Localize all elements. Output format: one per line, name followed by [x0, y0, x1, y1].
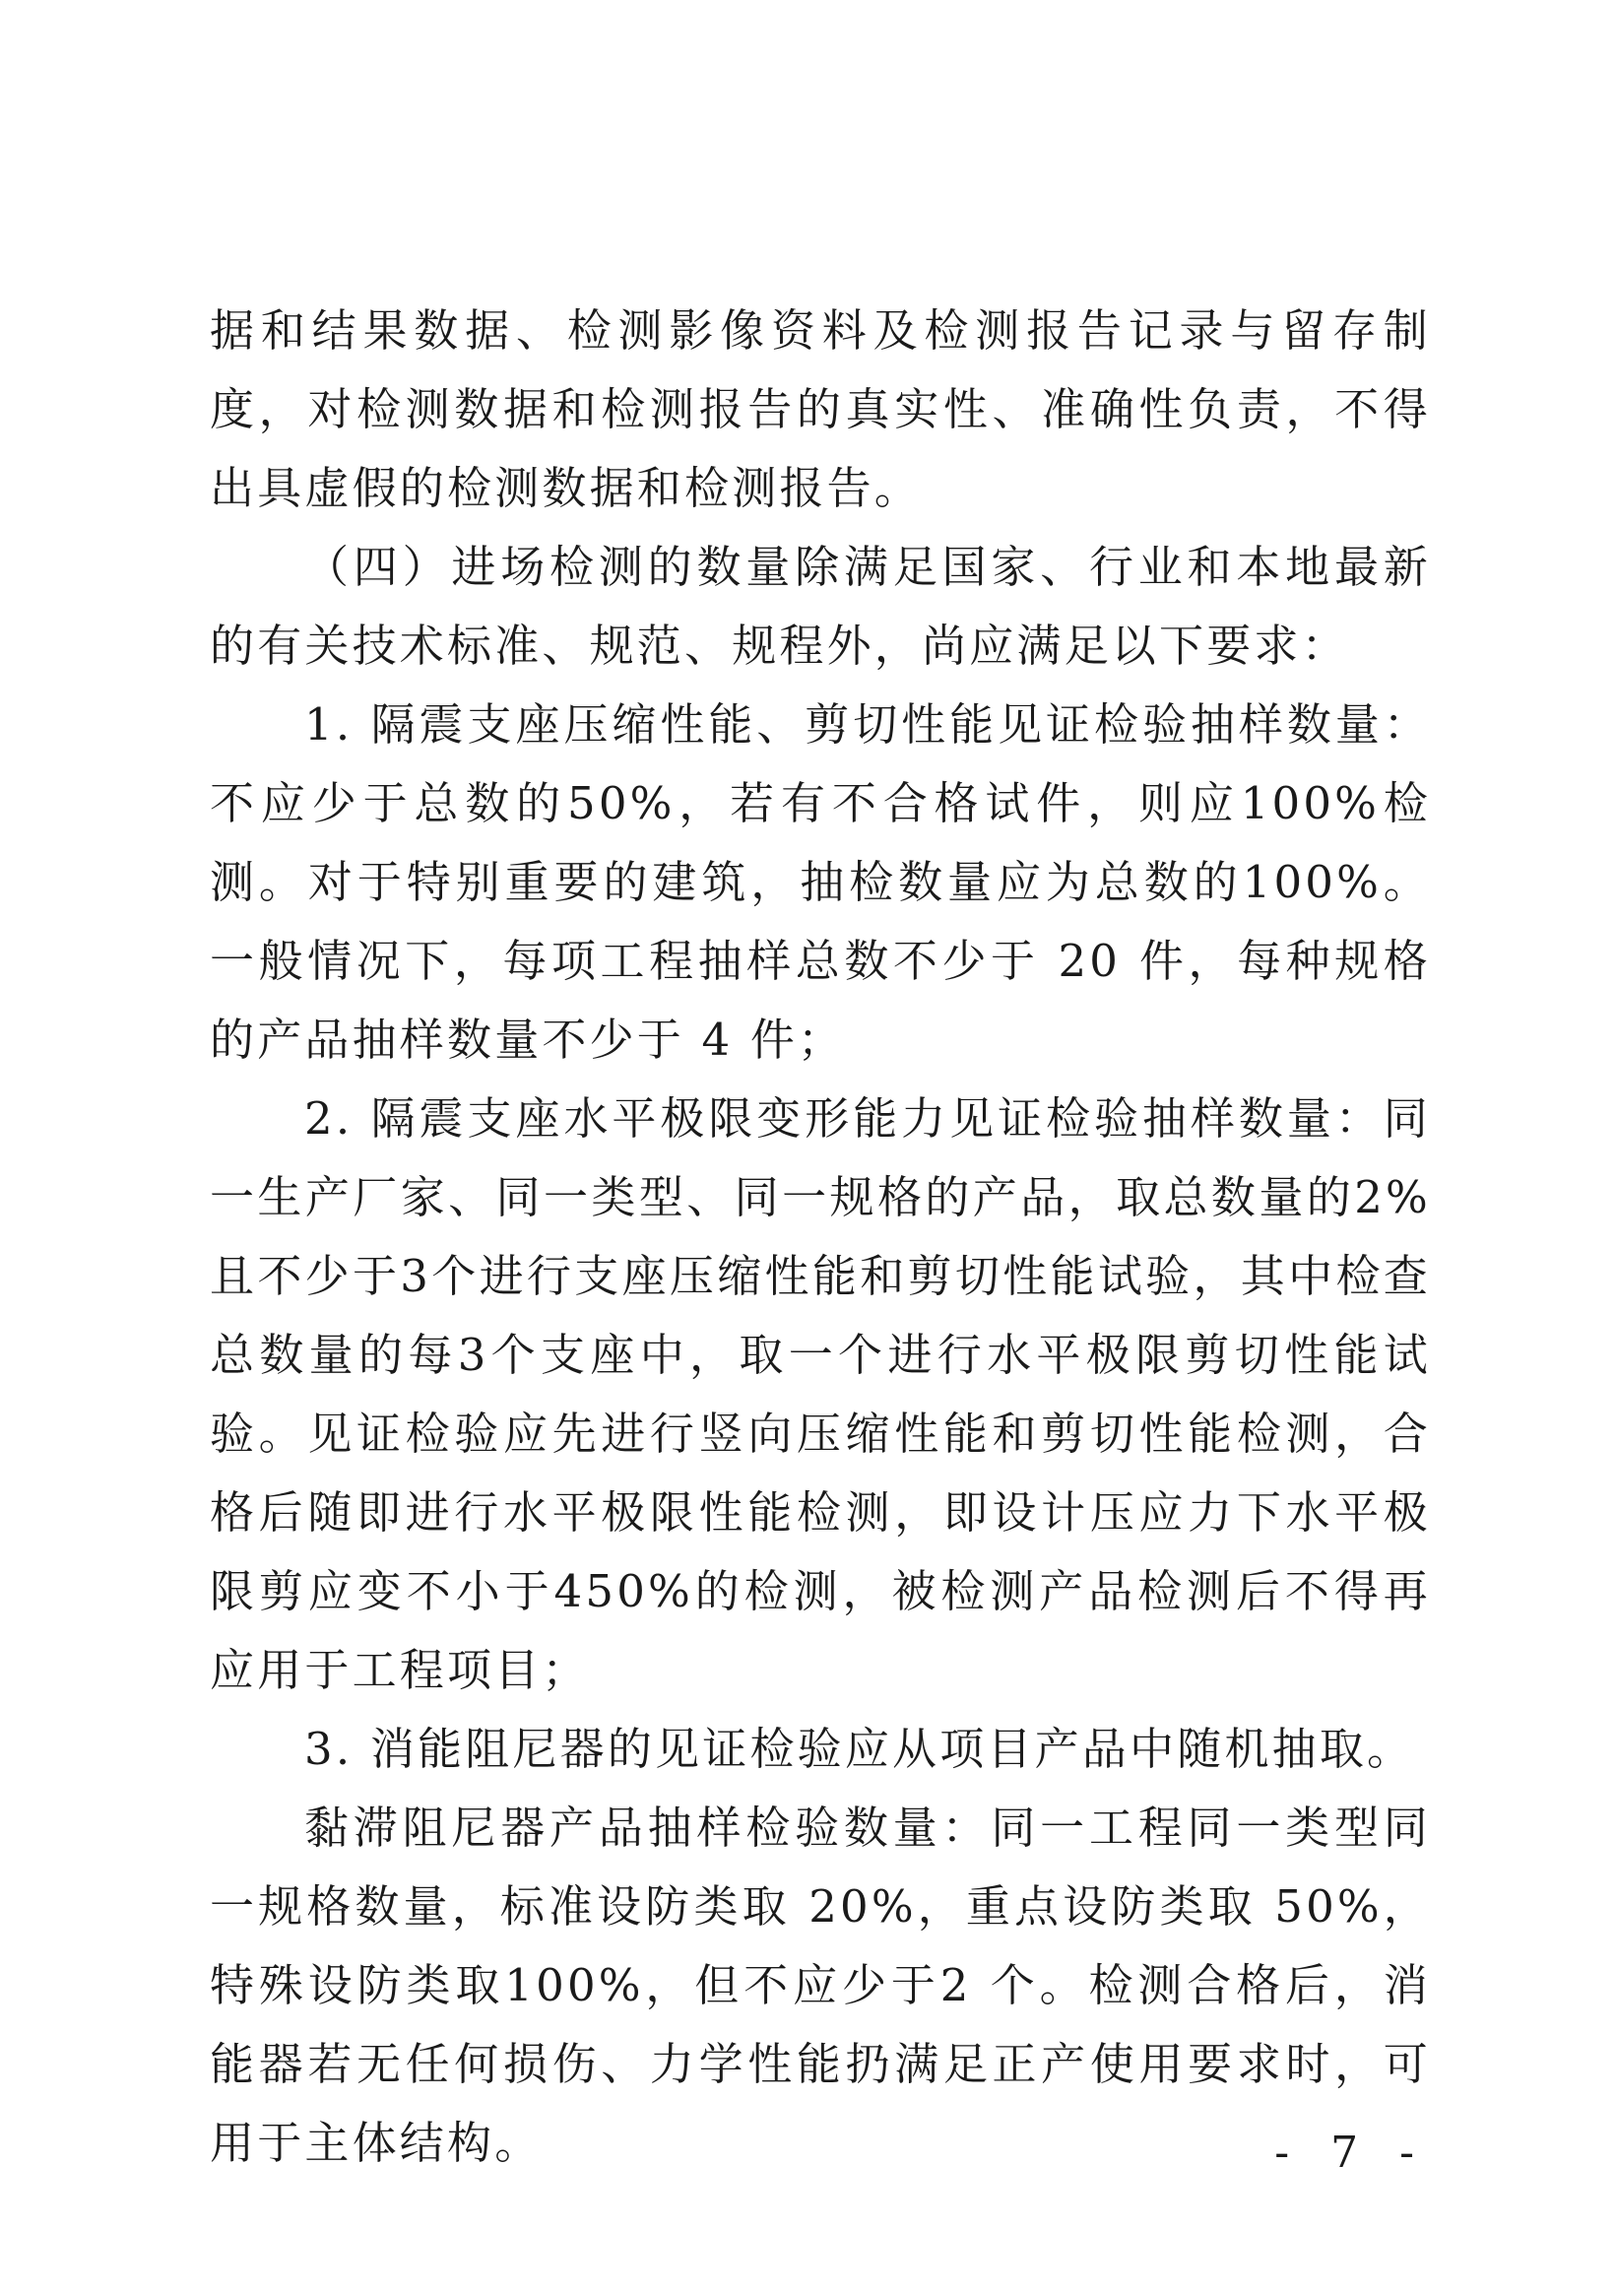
body-text — [210, 292, 1431, 2183]
paragraph-section-four: （四）进场检测的数量除满足国家、行业和本地最新的有关技术标准、规范、规程外，尚应满足以下要求： — [210, 541, 1431, 672]
paragraph-item-2: 2. 隔震支座水平极限变形能力见证检验抽样数量：同一生产厂家、同一类型、同一规格的产品，取总数量的2%且不少于3个进行支座压缩性能和剪切性能试验，其中检查总数量的每3个支座中，取一个进行水平极限剪切性能试验。见证检验应先进行竖向压缩性能和剪切性能检测，合格后随即进行水平极限性能检测，即设计压应力下水平极限剪应变不小于450%的检测，被检测产品检测后不得再应用于工程项目； — [210, 1092, 1431, 1696]
paragraph-viscous-damper: 黏滞阻尼器产品抽样检验数量：同一工程同一类型同一规格数量，标准设防类取 20%，重点设防类取 50%，特殊设防类取100%，但不应少于2 个。检测合格后，消能器若无任何损伤、力学性能扔满足正产使用要求时，可用于主体结构。 — [210, 1802, 1431, 2169]
paragraph-item-1: 1. 隔震支座压缩性能、剪切性能见证检验抽样数量：不应少于总数的50%，若有不合格试件，则应100%检测。对于特别重要的建筑，抽检数量应为总数的100%。一般情况下，每项工程抽样总数不少于 20 件，每种规格的产品抽样数量不少于 4 件； — [210, 698, 1431, 1066]
paragraph-continuation: 据和结果数据、检测影像资料及检测报告记录与留存制度，对检测数据和检测报告的真实性、准确性负责，不得出具虚假的检测数据和检测报告。 — [210, 304, 1431, 514]
paragraph-item-3: 3. 消能阻尼器的见证检验应从项目产品中随机抽取。 — [304, 1723, 1415, 1775]
page-number: - 7 - — [1274, 2128, 1428, 2178]
